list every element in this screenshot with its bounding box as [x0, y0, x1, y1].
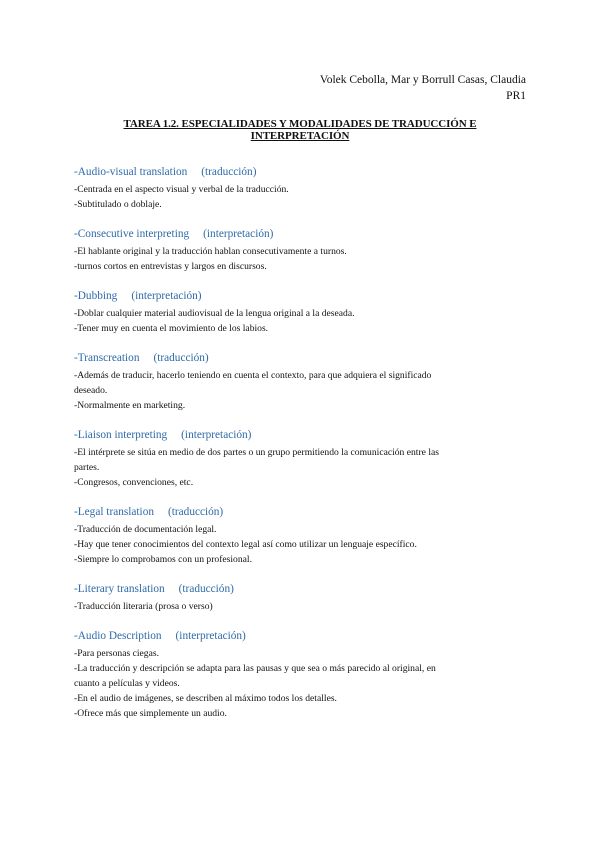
section-line: -Doblar cualquier material audiovisual de la lengua original a la deseada. — [74, 308, 355, 319]
section-heading — [74, 427, 526, 443]
section — [74, 504, 526, 567]
section — [74, 226, 526, 274]
document-title: TAREA 1.2. ESPECIALIDADES Y MODALIDADES DE TRADUCCIÓN E INTERPRETACIÓN — [123, 118, 477, 142]
section-mode: (interpretación) — [181, 429, 252, 441]
section-lines — [74, 306, 526, 336]
section-mode: (interpretación) — [131, 290, 202, 302]
section-line: -Tener muy en cuenta el movimiento de los labios. — [74, 323, 269, 334]
section-lines — [74, 244, 526, 274]
section-mode: (traducción) — [201, 166, 257, 178]
course-code: PR1 — [506, 90, 526, 102]
section-line: -En el audio de imágenes, se describen al máximo todos los detalles. — [74, 693, 337, 704]
section-line: -Centrada en el aspecto visual y verbal de la traducción. — [74, 184, 289, 195]
section-heading — [74, 288, 526, 304]
section-mode: (traducción) — [168, 506, 224, 518]
section — [74, 350, 526, 413]
section — [74, 288, 526, 336]
section-lines — [74, 368, 526, 413]
section — [74, 581, 526, 614]
section-line: -Congresos, convenciones, etc. — [74, 477, 194, 488]
section-line: -Normalmente en marketing. — [74, 400, 186, 411]
section-lines — [74, 522, 526, 567]
section-term: -Literary translation — [74, 583, 165, 595]
section-line: -Para personas ciegas. — [74, 648, 159, 659]
section-line: -turnos cortos en entrevistas y largos en discursos. — [74, 261, 267, 272]
section-heading — [74, 164, 526, 180]
section-line: -Subtitulado o doblaje. — [74, 199, 162, 210]
section-heading — [74, 581, 526, 597]
section-heading — [74, 226, 526, 242]
section-mode: (traducción) — [153, 352, 209, 364]
section-term: -Audio-visual translation — [74, 166, 188, 178]
section-heading — [74, 504, 526, 520]
section-term: -Dubbing — [74, 290, 118, 302]
section-line: -Traducción de documentación legal. — [74, 524, 217, 535]
section-line: deseado. — [74, 385, 108, 396]
section-term: -Audio Description — [74, 630, 162, 642]
author-line: Volek Cebolla, Mar y Borrull Casas, Claudia — [319, 74, 526, 86]
section-line: -Siempre lo comprobamos con un profesional. — [74, 554, 252, 565]
section-term: -Transcreation — [74, 352, 140, 364]
section-line: -El intérprete se sitúa en medio de dos partes o un grupo permitiendo la comunicación entre las — [74, 447, 439, 458]
section-mode: (interpretación) — [175, 630, 246, 642]
section-line: -Traducción literaria (prosa o verso) — [74, 601, 213, 612]
section-lines — [74, 599, 526, 614]
section-lines — [74, 445, 526, 490]
section-term: -Legal translation — [74, 506, 154, 518]
section-mode: (traducción) — [178, 583, 234, 595]
section-heading — [74, 350, 526, 366]
section-line: -Hay que tener conocimientos del contexto legal así como utilizar un lenguaje específico. — [74, 539, 417, 550]
section-line: -Ofrece más que simplemente un audio. — [74, 708, 227, 719]
section-line: -El hablante original y la traducción hablan consecutivamente a turnos. — [74, 246, 347, 257]
section-line: cuanto a películas y videos. — [74, 678, 180, 689]
section-mode: (interpretación) — [203, 228, 274, 240]
section-term: -Liaison interpreting — [74, 429, 168, 441]
section-heading — [74, 628, 526, 644]
sections-list — [74, 164, 526, 721]
section-term: -Consecutive interpreting — [74, 228, 190, 240]
section-line: partes. — [74, 462, 100, 473]
section — [74, 427, 526, 490]
section-line: -Además de traducir, hacerlo teniendo en cuenta el contexto, para que adquiera el significado — [74, 370, 432, 381]
section — [74, 164, 526, 212]
section-line: -La traducción y descripción se adapta para las pausas y que sea o más parecido al original, en — [74, 663, 436, 674]
section-lines — [74, 646, 526, 721]
section-lines — [74, 182, 526, 212]
section — [74, 628, 526, 721]
